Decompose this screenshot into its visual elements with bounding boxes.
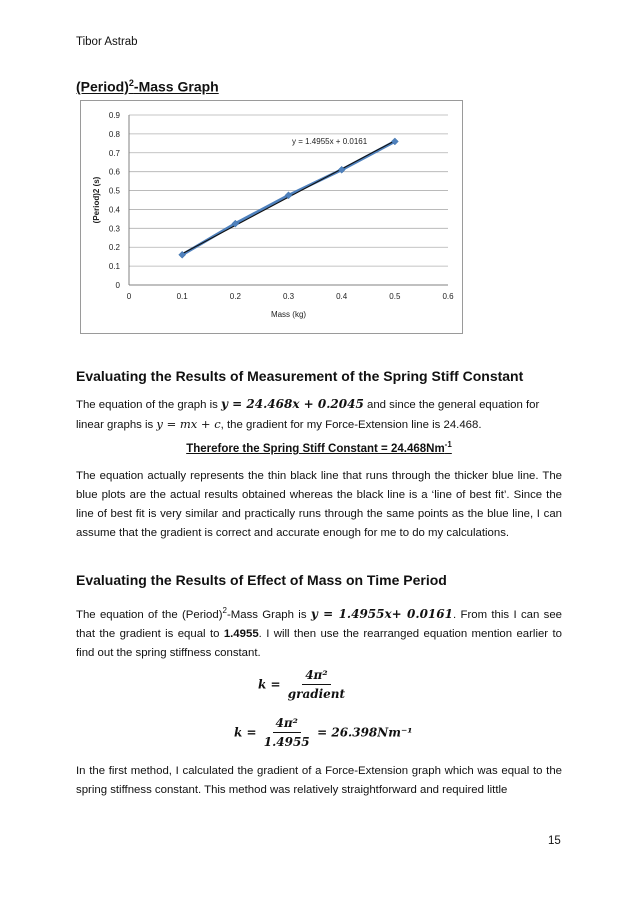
graph-heading-sup: 2: [128, 78, 134, 88]
formula2-fraction: [261, 716, 313, 749]
x-tick-label: 0.4: [336, 292, 348, 301]
formula2-denominator: 1.4955: [263, 735, 310, 749]
formula1-denominator: gradient: [287, 687, 346, 701]
formula2-numerator: 4π²: [273, 716, 301, 733]
formula-k-value: [234, 716, 413, 749]
y-tick-label: 0.9: [108, 111, 120, 120]
x-tick-label: 0.5: [389, 292, 401, 301]
formula1-numerator: 4π²: [302, 668, 330, 685]
conclusion-sup: -1: [444, 440, 452, 449]
s2p1-text-d: . I will then use the rearranged equation mention earlier to find out the spring stiffness constant.: [76, 627, 562, 659]
graph-heading-post: -Mass Graph: [133, 78, 219, 95]
period-mass-chart: [81, 101, 462, 333]
conclusion-text: Therefore the Spring Stiff Constant = 24.468Nm: [186, 442, 445, 455]
s1p1-general-equation: y = mx + c: [156, 417, 221, 431]
s2p1-text-c: . From this I can see that the gradient is equal to: [76, 608, 563, 640]
s2p1-text-a: The equation of the (Period): [76, 608, 223, 621]
section2-heading: Evaluating the Results of Effect of Mass on Time Period: [76, 572, 447, 588]
formula1-lhs: k =: [258, 677, 285, 692]
spring-constant-conclusion: [76, 440, 562, 455]
section1-paragraph1: [76, 395, 562, 435]
x-tick-label: 0.2: [229, 292, 241, 301]
y-tick-label: 0.1: [108, 262, 120, 272]
x-tick-label: 0.3: [282, 292, 295, 301]
chart-container: [80, 100, 463, 334]
formula-k-general: [258, 668, 348, 701]
graph-heading: [76, 78, 219, 95]
x-tick-label: 0: [126, 292, 132, 301]
formula1-fraction: [285, 668, 348, 701]
y-tick-label: 0.2: [108, 243, 120, 253]
y-tick-label: 0.4: [108, 205, 120, 215]
s2p1-equation: y = 1.4955x+ 0.0161: [310, 606, 453, 621]
section2-paragraph2: In the first method, I calculated the gradient of a Force-Extension graph which was equal to the spring stiffness constant. This method was relatively straightforward and required little: [76, 765, 562, 796]
formula2-result: = 26.398Nm⁻¹: [317, 725, 413, 740]
s2p1-gradient: 1.4955: [223, 627, 259, 640]
x-tick-label: 0.6: [442, 292, 454, 301]
s2p1-sup: 2: [222, 606, 227, 615]
y-tick-label: 0.8: [108, 129, 120, 139]
section1-paragraph2: The equation actually represents the thin black line that runs through the thicker blue line. The blue plots are the actual results obtained whereas the black line is a ‘line of best fit’. Since the line of best fit is very similar and practically runs through the same points as the blue line, I can assume that the gradient is correct and accurate enough for me to do my calculations.: [76, 470, 562, 539]
s1p1-text-b: and since the general equation for linear graphs is: [76, 399, 540, 431]
section2-paragraph1: [76, 601, 562, 663]
y-tick-label: 0.6: [108, 167, 120, 177]
page-number: 15: [548, 835, 561, 847]
y-tick-label: 0: [115, 281, 120, 290]
section1-heading: Evaluating the Results of Measurement of the Spring Stiff Constant: [76, 368, 524, 384]
y-tick-label: 0.3: [108, 224, 120, 234]
y-axis-title: (Period)2 (s): [92, 176, 101, 224]
s2p1-text-b: -Mass Graph is: [226, 608, 311, 621]
x-axis-title: Mass (kg): [270, 310, 307, 319]
s1p1-text-a: The equation of the graph is: [76, 399, 222, 411]
formula2-lhs: k =: [234, 725, 261, 740]
author-name: Tibor Astrab: [76, 36, 138, 48]
x-tick-label: 0.1: [176, 292, 188, 301]
s1p1-equation: y = 24.468x + 0.2045: [221, 397, 364, 411]
graph-heading-pre: (Period): [76, 78, 129, 95]
trendline-equation-label: y = 1.4955x + 0.0161: [292, 137, 368, 146]
s1p1-text-c: , the gradient for my Force-Extension line is 24.468.: [220, 419, 482, 431]
y-tick-label: 0.7: [108, 148, 120, 158]
y-tick-label: 0.5: [108, 186, 120, 196]
